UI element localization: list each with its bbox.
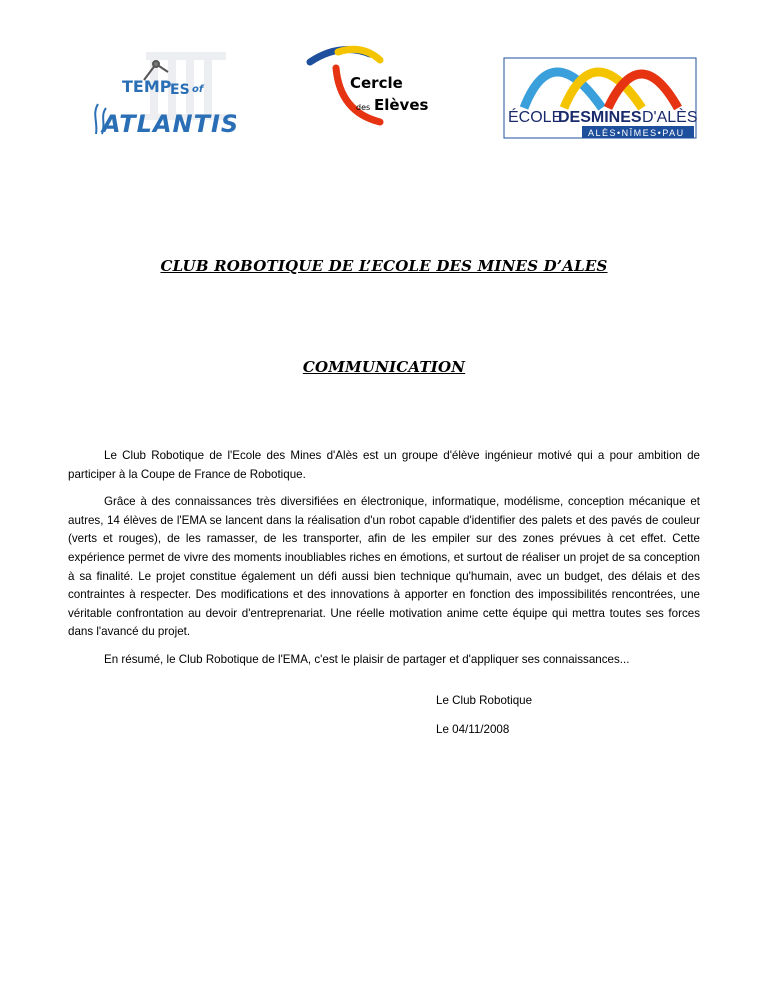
paragraph-project: Grâce à des connaissances très diversifiées en électronique, informatique, modélisme, conception mécanique et autres, 14 élèves de l'EMA se lancent dans la réalisation d'un robot capable d'identifier des palets et des pavés de couleur (verts et rouges), de les ramasser, de les transporter, afin de les empiler sur des zones prévues à cet effet. Cette expérience permet de vivre des moments inoubliables riches en émotions, et surtout de réaliser un projet de sa conception à sa finalité. Le projet constitue également un défi aussi bien technique qu'humain, avec un budget, des délais et des contraintes à respecter. Des modifications et des innovations à apporter en fonction des impossibilités rencontrées, une véritable confrontation au devoir d'entreprenariat. Une réelle motivation anime cette équipe qui mettra toutes ses forces dans l'avancé du projet. [68,495,700,639]
signature-name: Le Club Robotique [436,694,533,707]
svg-text:ALÈS•NÎMES•PAU: ALÈS•NÎMES•PAU [588,128,685,138]
atlantis-logo [86,42,236,142]
svg-text:des: des [356,103,371,112]
svg-text:DESMINES: DESMINES [558,109,642,126]
svg-text:ES: ES [170,82,190,98]
paragraph-summary: En résumé, le Club Robotique de l'EMA, c'est le plaisir de partager et d'appliquer ses connaissances... [104,652,630,666]
svg-text:of: of [192,84,204,95]
svg-text:D'ALÈS: D'ALÈS [642,109,698,126]
svg-text:ATLANTIS: ATLANTIS [102,110,236,138]
document-title: CLUB ROBOTIQUE DE L’ECOLE DES MINES D’ALES [160,257,608,275]
svg-text:TEMP: TEMP [122,77,172,96]
svg-text:ÉCOLE: ÉCOLE [508,109,563,126]
svg-text:Elèves: Elèves [374,96,429,114]
section-title: COMMUNICATION [302,358,466,376]
cercle-des-eleves-logo [300,42,440,132]
document-body [68,447,700,679]
svg-text:Cercle: Cercle [350,74,403,92]
paragraph-intro: Le Club Robotique de l'Ecole des Mines d'Alès est un groupe d'élève ingénieur motivé qui a pour ambition de participer à la Coupe de France de Robotique. [68,449,700,481]
ecole-des-mines-logo [502,42,698,140]
signature-date: Le 04/11/2008 [436,723,510,736]
